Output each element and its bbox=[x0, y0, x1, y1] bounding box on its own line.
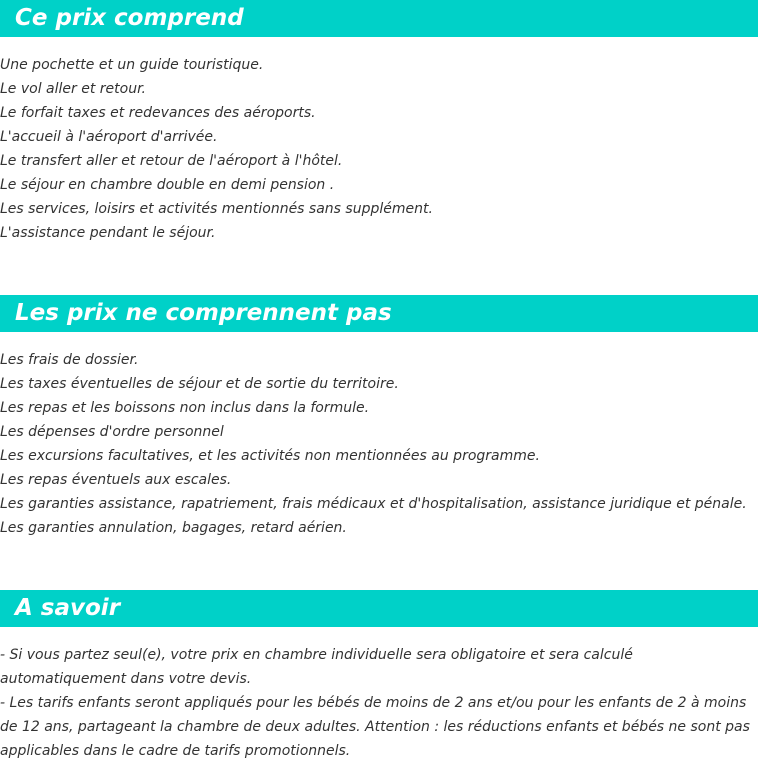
not-included-item: Les repas et les boissons non inclus dans la formule. bbox=[0, 400, 370, 416]
not-included-item: Les garanties assistance, rapatriement, frais médicaux et d'hospitalisation, assistance juridique et pénale. bbox=[0, 496, 747, 512]
included-list bbox=[0, 53, 758, 245]
section-title-good-to-know: A savoir bbox=[15, 595, 121, 621]
section-good-to-know bbox=[0, 590, 758, 763]
included-item: Les services, loisirs et activités mentionnés sans supplément. bbox=[0, 201, 433, 217]
included-item: Le vol aller et retour. bbox=[0, 81, 147, 97]
included-item: Le transfert aller et retour de l'aéroport à l'hôtel. bbox=[0, 153, 343, 169]
section-included bbox=[0, 0, 758, 245]
not-included-item: Les excursions facultatives, et les activités non mentionnées au programme. bbox=[0, 448, 540, 464]
not-included-item: Les repas éventuels aux escales. bbox=[0, 472, 232, 488]
not-included-item: Les dépenses d'ordre personnel bbox=[0, 424, 224, 440]
good-to-know-paragraph: - Si vous partez seul(e), votre prix en chambre individuelle sera obligatoire et sera calculé automatiquement dans votre devis. bbox=[0, 647, 633, 687]
section-title-included: Ce prix comprend bbox=[15, 5, 244, 31]
section-header-good-to-know bbox=[0, 590, 758, 627]
section-header-included bbox=[0, 0, 758, 37]
included-item: L'accueil à l'aéroport d'arrivée. bbox=[0, 129, 218, 145]
not-included-item: Les taxes éventuelles de séjour et de sortie du territoire. bbox=[0, 376, 399, 392]
not-included-item: Les frais de dossier. bbox=[0, 352, 139, 368]
included-item: Une pochette et un guide touristique. bbox=[0, 57, 264, 73]
section-not-included bbox=[0, 295, 758, 540]
section-header-not-included bbox=[0, 295, 758, 332]
good-to-know-paragraph: - Les tarifs enfants seront appliqués pour les bébés de moins de 2 ans et/ou pour les enfants de 2 à moins de 12 ans, partageant la chambre de deux adultes. Attention : les réductions enfants et bébés ne sont pas applicables dans le cadre de tarifs promotionnels. bbox=[0, 695, 750, 759]
not-included-item: Les garanties annulation, bagages, retard aérien. bbox=[0, 520, 347, 536]
section-title-not-included: Les prix ne comprennent pas bbox=[15, 300, 392, 326]
included-item: Le forfait taxes et redevances des aéroports. bbox=[0, 105, 316, 121]
not-included-list bbox=[0, 348, 758, 540]
included-item: L'assistance pendant le séjour. bbox=[0, 225, 216, 241]
good-to-know-body bbox=[0, 643, 758, 763]
included-item: Le séjour en chambre double en demi pension . bbox=[0, 177, 335, 193]
